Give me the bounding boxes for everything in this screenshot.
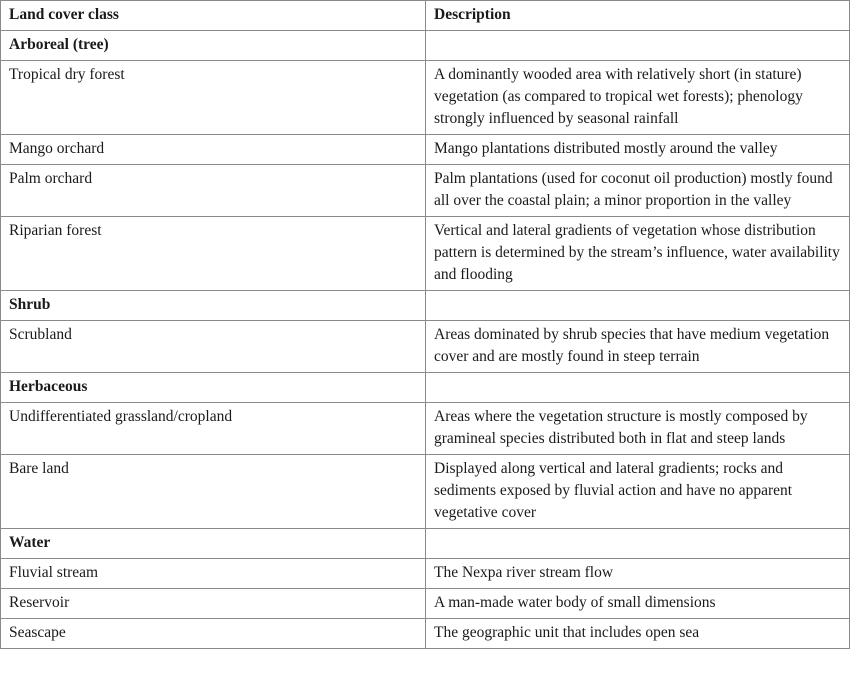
description-cell: The Nexpa river stream flow	[426, 559, 850, 589]
group-row	[1, 373, 850, 403]
land-cover-class-cell: Fluvial stream	[1, 559, 426, 589]
land-cover-class-cell: Undifferentiated grassland/cropland	[1, 403, 426, 455]
table-row	[1, 559, 850, 589]
table-row	[1, 403, 850, 455]
description-cell: The geographic unit that includes open sea	[426, 619, 850, 649]
table-row	[1, 61, 850, 135]
group-label: Arboreal (tree)	[1, 31, 426, 61]
header-land-cover-class: Land cover class	[1, 1, 426, 31]
land-cover-class-cell: Reservoir	[1, 589, 426, 619]
table-row	[1, 135, 850, 165]
description-cell	[426, 529, 850, 559]
land-cover-class-cell: Tropical dry forest	[1, 61, 426, 135]
description-cell	[426, 291, 850, 321]
table-row	[1, 589, 850, 619]
description-cell: A dominantly wooded area with relatively short (in stature) vegetation (as compared to tropical wet forests); phenology strongly influenced by seasonal rainfall	[426, 61, 850, 135]
land-cover-class-cell: Scrubland	[1, 321, 426, 373]
table-row	[1, 619, 850, 649]
description-cell	[426, 373, 850, 403]
table-row	[1, 165, 850, 217]
description-cell	[426, 31, 850, 61]
description-cell: Areas dominated by shrub species that have medium vegetation cover and are mostly found in steep terrain	[426, 321, 850, 373]
description-cell: Displayed along vertical and lateral gradients; rocks and sediments exposed by fluvial action and have no apparent vegetative cover	[426, 455, 850, 529]
land-cover-class-cell: Bare land	[1, 455, 426, 529]
description-cell: A man-made water body of small dimensions	[426, 589, 850, 619]
group-label: Water	[1, 529, 426, 559]
header-description: Description	[426, 1, 850, 31]
group-label: Shrub	[1, 291, 426, 321]
description-cell: Mango plantations distributed mostly around the valley	[426, 135, 850, 165]
land-cover-class-cell: Palm orchard	[1, 165, 426, 217]
group-row	[1, 291, 850, 321]
description-cell: Areas where the vegetation structure is mostly composed by gramineal species distributed both in flat and steep lands	[426, 403, 850, 455]
group-row	[1, 529, 850, 559]
land-cover-class-cell: Mango orchard	[1, 135, 426, 165]
table-body	[1, 31, 850, 649]
table-row	[1, 455, 850, 529]
header-row	[1, 1, 850, 31]
group-row	[1, 31, 850, 61]
group-label: Herbaceous	[1, 373, 426, 403]
table-row	[1, 321, 850, 373]
description-cell: Palm plantations (used for coconut oil production) mostly found all over the coastal plain; a minor proportion in the valley	[426, 165, 850, 217]
table-row	[1, 217, 850, 291]
land-cover-class-cell: Riparian forest	[1, 217, 426, 291]
description-cell: Vertical and lateral gradients of vegetation whose distribution pattern is determined by the stream’s influence, water availability and flooding	[426, 217, 850, 291]
land-cover-class-cell: Seascape	[1, 619, 426, 649]
